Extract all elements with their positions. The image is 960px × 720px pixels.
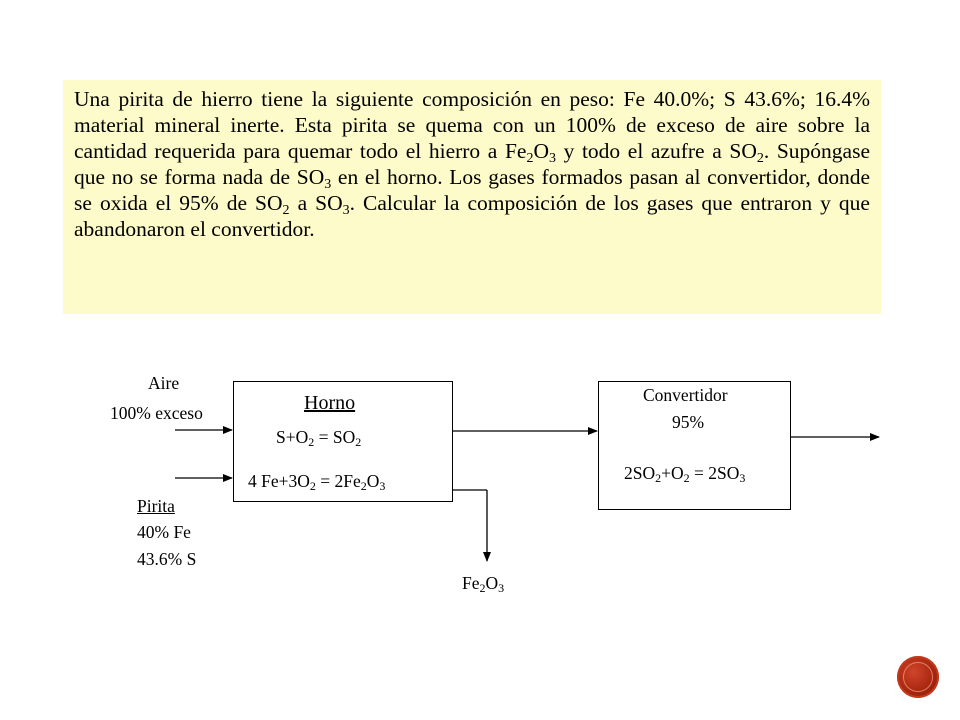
subscript: 3 [342, 203, 350, 218]
subscript: 3 [548, 151, 556, 166]
problem-text: . Calcular la composición de los gases que entraron y que abandonaron el convertidor. [74, 191, 870, 241]
solid-product-label: $Fe_2O_3$ [462, 573, 505, 595]
pyrite-fe-label: 40% Fe [137, 522, 191, 542]
converter-reaction: $2SO_2+O_2 = 2SO_3$ [624, 463, 746, 485]
problem-text: a SO [289, 191, 343, 215]
pyrite-label: Pirita [137, 496, 175, 516]
furnace-reaction-iron: 4 $Fe+3O_2 = 2Fe_2O_3$ [248, 471, 386, 493]
problem-text: y todo el azufre a SO [555, 139, 757, 163]
pyrite-s-label: 43.6% S [137, 549, 197, 569]
problem-text: en el horno. Los gases formados pasan al convertidor, donde se oxida el 95% de SO [74, 165, 870, 215]
converter-title: Convertidor [643, 385, 728, 405]
problem-text: Una pirita de hierro tiene la siguiente composición en peso: Fe 40.0%; S 43.6%; 16.4% material mineral inerte. Esta pirita se quema con un 100% de exceso de aire sobre la cantidad requerida para quemar todo el hierro a Fe [74, 87, 870, 163]
converter-percent: 95% [672, 412, 705, 432]
air-excess-label: 100% exceso [110, 403, 203, 423]
decorative-badge-icon [897, 656, 939, 698]
furnace-reaction-sulfur: $S+O_2 = SO_2$ [276, 427, 362, 449]
subscript: 3 [324, 177, 332, 192]
problem-text: O [533, 139, 549, 163]
subscript: 2 [526, 151, 534, 166]
furnace-title: Horno [304, 392, 356, 414]
subscript: 2 [282, 203, 290, 218]
air-label: Aire [148, 373, 180, 393]
problem-text: . Supóngase que no se forma nada de SO [74, 139, 871, 189]
subscript: 2 [756, 151, 764, 166]
